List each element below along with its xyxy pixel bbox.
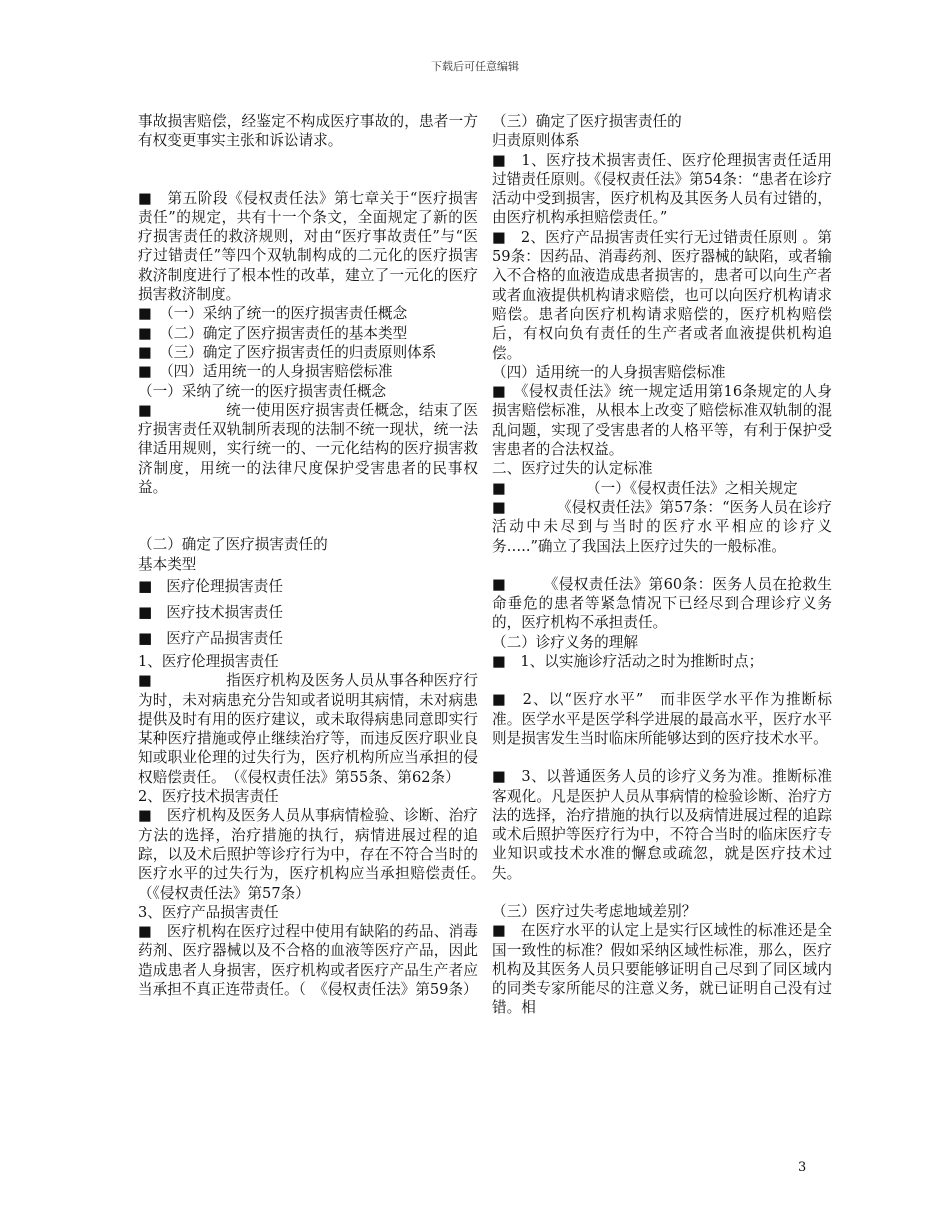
square-bullet-icon: ■: [138, 603, 153, 622]
paragraph: ■ 《侵权责任法》第60条：医务人员在抢救生命垂危的患者等紧急情况下已经尽到合理诊疗义务的，医疗机构不承担责任。: [492, 575, 832, 632]
left-column: [138, 112, 493, 999]
list-item: [138, 600, 478, 626]
paragraph: ■ 指医疗机构及医务人员从事各种医疗行为时，未对病患充分告知或者说明其病情，未对病患提供及时有用的医疗建议，或未取得病患同意即实行某种医疗措施或停止继续治疗等，而违反医疗职业良知或职业伦理的过失行为，医疗机构所应当承担的侵权赔偿责任。 （《侵权责任法》第55条、第62条）: [138, 672, 478, 786]
paragraph: ■ 1、医疗技术损害责任、医疗伦理损害责任适用过错责任原则。《侵权责任法》第54条：“患者在诊疗活动中受到损害，医疗机构及其医务人员有过错的，由医疗机构承担赔偿责任。”: [492, 151, 832, 227]
section-heading: （二）确定了医疗损害责任的: [138, 536, 328, 554]
section-heading: 基本类型: [138, 555, 197, 573]
page-header: 下载后可任意编辑: [431, 60, 519, 73]
paragraph: ■ （四）适用统一的人身损害赔偿标准: [138, 363, 393, 381]
section-heading: （四）适用统一的人身损害赔偿标准: [492, 363, 726, 381]
section-heading: （三）医疗过失考虑地域差别？: [492, 902, 697, 920]
paragraph: ■ 统一使用医疗损害责任概念，结束了医疗损害责任双轨制所表现的法制不统一现状，统一法律适用规则，实行统一的、一元化结构的医疗损害救济制度，用统一的法律尺度保护受害患者的民事权益。: [138, 401, 478, 497]
paragraph: ■ 2、医疗产品损害责任实行无过错责任原则 。第59条：因药品、消毒药剂、医疗器械的缺陷，或者输入不合格的血液造成患者损害的，患者可以向生产者或者血液提供机构请求赔偿，也可以向医疗机构请求赔偿。患者向医疗机构请求赔偿的，医疗机构赔偿后，有权向负有责任的生产者或者血液提供机构追偿。: [492, 228, 832, 362]
paragraph: ■ 医疗机构在医疗过程中使用有缺陷的药品、消毒药剂、医疗器械以及不合格的血液等医疗产品，因此造成患者人身损害，医疗机构或者医疗产品生产者应当承担不真正连带责任。（ 《侵权责任法》第59条）: [138, 923, 478, 998]
paragraph: ■ 《侵权责任法》统一规定适用第16条规定的人身损害赔偿标准，从根本上改变了赔偿标准双轨制的混乱问题，实现了受害患者的人格平等，有利于保护受害患者的合法权益。: [492, 383, 832, 459]
right-column: [492, 112, 832, 1018]
list-item: [138, 626, 478, 652]
page-number: 3: [798, 1160, 807, 1175]
list-item-label: 医疗伦理损害责任: [166, 578, 283, 596]
paragraph: ■ 第五阶段《侵权责任法》第七章关于“医疗损害责任”的规定，共有十一个条文，全面规定了新的医疗损害责任的救济规则，对由“医疗事故责任”与“医疗过错责任”等四个双轨制构成的二元化的医疗损害救济制度进行了根本性的改革，建立了一元化的医疗损害救济制度。: [138, 189, 478, 304]
list-item-label: 医疗技术损害责任: [166, 604, 283, 622]
square-bullet-icon: ■: [138, 577, 153, 596]
section-heading: 2、医疗技术损害责任: [138, 788, 279, 806]
paragraph: ■ （三）确定了医疗损害责任的归责原则体系: [138, 343, 437, 361]
paragraph: ■ （一）《侵权责任法》之相关规定: [492, 479, 798, 497]
paragraph: ■ （一）采纳了统一的医疗损害责任概念: [138, 305, 408, 323]
section-heading: 1、医疗伦理损害责任: [138, 652, 279, 670]
paragraph: ■ 医疗机构及医务人员从事病情检验、诊断、治疗方法的选择，治疗措施的执行，病情进展过程的追踪，以及术后照护等诊疗行为中，存在不符合当时的医疗水平的过失行为，医疗机构应当承担赔偿责任。 （《侵权责任法》第57条）: [138, 807, 493, 902]
paragraph: ■ 2、以“医疗水平” 而非医学水平作为推断标准。医学水平是医学科学进展的最高水平，医疗水平则是损害发生当时临床所能够达到的医疗技术水平。: [492, 691, 832, 747]
list-item-label: 医疗产品损害责任: [166, 630, 283, 648]
paragraph: ■ （二）确定了医疗损害责任的基本类型: [138, 324, 408, 342]
section-heading: （一）采纳了统一的医疗损害责任概念: [138, 382, 387, 400]
paragraph: ■ 1、以实施诊疗活动之时为推断时点；: [492, 653, 764, 671]
list-item: [138, 574, 478, 600]
paragraph: ■ 3、以普通医务人员的诊疗义务为准。推断标准客观化。凡是医护人员从事病情的检验诊断、治疗方法的选择，治疗措施的执行以及病情进展过程的追踪或术后照护等医疗行为中，不符合当时的临床医疗专业知识或技术水准的懈怠或疏忽，就是医疗技术过失。: [492, 768, 832, 882]
section-heading: 3、医疗产品损害责任: [138, 903, 279, 921]
section-heading: （三）确定了医疗损害责任的: [492, 113, 682, 130]
paragraph: 事故损害赔偿，经鉴定不构成医疗事故的，患者一方有权变更事实主张和诉讼请求。: [138, 113, 478, 150]
section-heading: （二）诊疗义务的理解: [492, 633, 638, 651]
section-heading: 二、医疗过失的认定标准: [492, 460, 653, 478]
section-heading: 归责原则体系: [492, 132, 580, 150]
square-bullet-icon: ■: [138, 629, 153, 648]
paragraph: ■ 在医疗水平的认定上是实行区域性的标准还是全国一致性的标准？假如采纳区域性标准，那么，医疗机构及其医务人员只要能够证明自己尽到了同区域内的同类专家所能尽的注意义务，就已证明自己没有过错。相: [492, 922, 832, 1017]
paragraph: ■ 《侵权责任法》第57条：“医务人员在诊疗活动中未尽到与当时的医疗水平相应的诊疗义务…..”确立了我国法上医疗过失的一般标准。: [492, 498, 832, 555]
